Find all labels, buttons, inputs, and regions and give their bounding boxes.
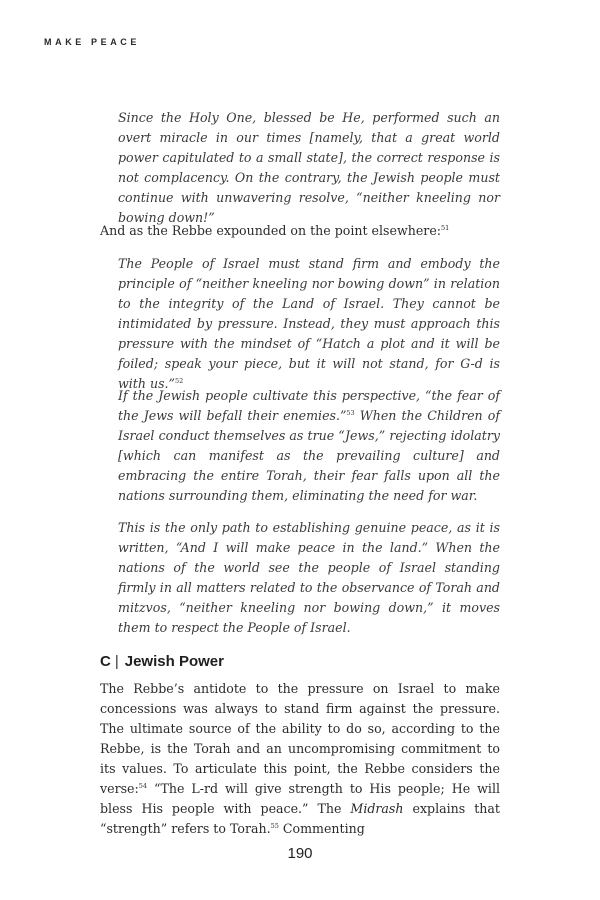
footnote-ref-55[interactable]: 55	[270, 822, 279, 830]
block-quote-1	[118, 108, 500, 228]
paragraph-1-text: And as the Rebbe expounded on the point elsewhere:	[100, 223, 442, 238]
quote-3-text-b: When the Children of Israel conduct themselves as true “Jews,” rejecting idolatry [which can manifest as the prevailing culture] and embracing the entire Torah, their fear falls upon all the nations surrounding them, eliminating the need for war.	[118, 408, 500, 503]
section-letter: C	[100, 653, 111, 670]
section-heading	[100, 653, 224, 670]
footnote-ref-52[interactable]: 52	[175, 377, 184, 385]
footnote-ref-51[interactable]: 51	[441, 224, 450, 232]
quote-2-text: The People of Israel must stand firm and embody the principle of “neither kneeling nor bowing down” in relation to the integrity of the Land of Israel. They cannot be intimidated by pressure. Instead, they must approach this pressure with the mindset of “Hatch a plot and it will be foiled; speak your piece, but it will not stand, for G-d is with us.”	[118, 256, 500, 391]
midrash-term: Midrash	[350, 801, 404, 816]
quote-1-text: Since the Holy One, blessed be He, performed such an overt miracle in our times [namely, that a great world power capitulated to a small state], the correct response is not complacency. On the contrary, the Jewish people must continue with unwavering resolve, “neither kneeling nor bowing down!”	[118, 110, 500, 225]
running-head: MAKE PEACE	[44, 37, 141, 47]
section-title: Jewish Power	[124, 653, 224, 670]
paragraph-2-text-a: The Rebbe’s antidote to the pressure on Israel to make concessions was always to stand firm against the pressure. The ultimate source of the ability to do so, according to the Rebbe, is the Torah and an uncompromising commitment to its values. To articulate this point, the Rebbe considers the verse:	[100, 681, 500, 796]
quote-3-text-a: If the Jewish people cultivate this perspective, “the fear of the Jews will befall their enemies.”	[118, 388, 500, 423]
paragraph-2-text-c: explains that “strength” refers to Torah.	[100, 801, 500, 836]
block-quote-3	[118, 386, 500, 506]
block-quote-4	[118, 518, 500, 638]
body-paragraph-2	[100, 679, 500, 839]
quote-4-text: This is the only path to establishing genuine peace, as it is written, “And I will make peace in the land.” When the nations of the world see the people of Israel standing firmly in all matters related to the observance of Torah and mitzvos, “neither kneeling nor bowing down,” it moves them to respect the People of Israel.	[118, 520, 500, 635]
page-number: 190	[287, 845, 313, 862]
footnote-ref-54[interactable]: 54	[138, 782, 148, 790]
footnote-ref-53[interactable]: 53	[346, 409, 355, 417]
paragraph-2-text-b: “The L-rd will give strength to His people; He will bless His people with peace.” The	[100, 781, 500, 816]
paragraph-2-text-d: Commenting	[278, 821, 365, 836]
section-separator: |	[114, 653, 119, 670]
block-quote-2	[118, 254, 500, 394]
body-paragraph-1	[100, 221, 500, 241]
